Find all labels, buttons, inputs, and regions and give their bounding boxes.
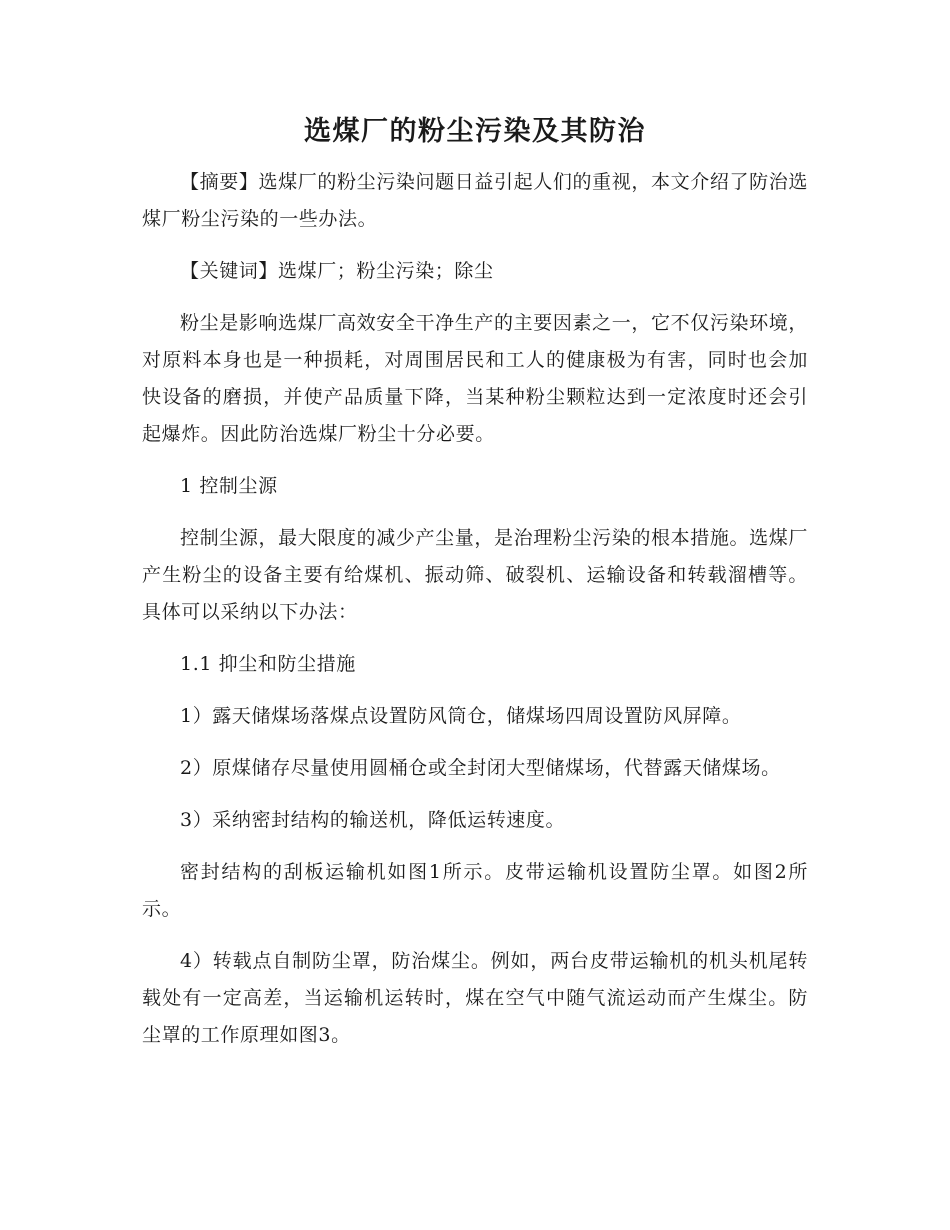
subsection-heading: 1.1 抑尘和防尘措施 bbox=[180, 653, 356, 675]
abstract-paragraph: 【摘要】选煤厂的粉尘污染问题日益引起人们的重视，本文介绍了防治选煤厂粉尘污染的一些办法。 bbox=[142, 171, 808, 230]
document-title: 选煤厂的粉尘污染及其防治 bbox=[304, 116, 646, 147]
list-item: 3）采纳密封结构的输送机，降低运转速度。 bbox=[180, 809, 566, 831]
list-item: 4）转载点自制防尘罩，防治煤尘。例如，两台皮带运输机的机头机尾转载处有一定高差，当运输机运转时，煤在空气中随气流运动而产生煤尘。防尘罩的工作原理如图3。 bbox=[142, 950, 808, 1046]
body-paragraph: 粉尘是影响选煤厂高效安全干净生产的主要因素之一，它不仅污染环境，对原料本身也是一种损耗，对周围居民和工人的健康极为有害，同时也会加快设备的磨损，并使产品质量下降，当某种粉尘颗粒达到一定浓度时还会引起爆炸。因此防治选煤厂粉尘十分必要。 bbox=[142, 312, 808, 445]
document-page bbox=[142, 108, 808, 1069]
section-heading: 1 控制尘源 bbox=[180, 475, 278, 497]
body-paragraph: 密封结构的刮板运输机如图1所示。皮带运输机设置防尘罩。如图2所示。 bbox=[142, 861, 808, 920]
keywords-paragraph: 【关键词】选煤厂；粉尘污染；除尘 bbox=[180, 260, 494, 282]
list-item: 2）原煤储存尽量使用圆桶仓或全封闭大型储煤场，代替露天储煤场。 bbox=[180, 757, 781, 779]
list-item: 1）露天储煤场落煤点设置防风筒仓，储煤场四周设置防风屏障。 bbox=[180, 705, 742, 727]
body-paragraph: 控制尘源，最大限度的减少产尘量，是治理粉尘污染的根本措施。选煤厂产生粉尘的设备主要有给煤机、振动筛、破裂机、运输设备和转载溜槽等。具体可以采纳以下办法： bbox=[142, 527, 808, 623]
